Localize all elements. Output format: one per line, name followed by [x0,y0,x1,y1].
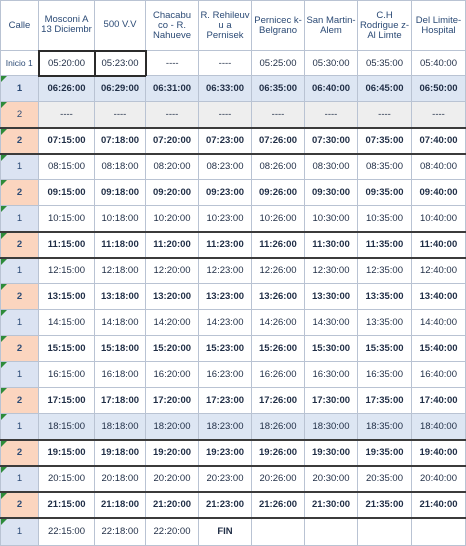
time-cell: 09:35:00 [358,180,412,206]
corner-marker-icon [1,310,7,316]
time-cell: 08:23:00 [199,154,252,180]
time-cell: 13:30:00 [305,284,358,310]
time-cell: 05:40:00 [412,51,466,76]
time-cell: 18:26:00 [252,414,305,440]
time-cell: 19:35:00 [358,440,412,466]
time-cell: 11:26:00 [252,232,305,258]
time-cell: 08:20:00 [146,154,199,180]
time-cell: 11:20:00 [146,232,199,258]
time-cell: 07:26:00 [252,128,305,154]
calle-label: 1 [16,161,23,173]
calle-label: Inicio 1 [5,58,33,68]
time-cell: 10:35:00 [358,206,412,232]
calle-label: 1 [16,265,23,277]
time-cell: 13:35:00 [358,284,412,310]
calle-label: 2 [16,187,23,198]
time-cell: 22:18:00 [95,518,146,546]
time-cell: 07:35:00 [358,128,412,154]
time-cell: 19:40:00 [412,440,466,466]
time-cell [252,518,305,546]
calle-cell [1,518,39,546]
table-row [1,310,466,336]
time-cell: 10:18:00 [95,206,146,232]
calle-cell [1,284,39,310]
time-cell: 06:35:00 [252,76,305,102]
time-cell: 16:35:00 [358,362,412,388]
time-cell: 17:20:00 [146,388,199,414]
time-cell: 09:18:00 [95,180,146,206]
time-cell: 07:30:00 [305,128,358,154]
time-cell: 21:23:00 [199,492,252,518]
time-cell: 10:15:00 [39,206,95,232]
table-row [1,206,466,232]
calle-cell [1,362,39,388]
time-cell: 20:23:00 [199,466,252,492]
time-cell: ---- [305,102,358,128]
calle-cell [1,440,39,466]
time-cell: 19:23:00 [199,440,252,466]
time-cell: 06:50:00 [412,76,466,102]
calle-label: 2 [16,499,23,510]
calle-label: 1 [16,317,23,328]
time-cell: 12:30:00 [305,258,358,284]
time-cell: 12:23:00 [199,258,252,284]
time-cell: 11:15:00 [39,232,95,258]
calle-label: 1 [16,369,23,380]
time-cell: 07:20:00 [146,128,199,154]
time-cell: 11:30:00 [305,232,358,258]
time-cell: 14:40:00 [412,310,466,336]
calle-cell [1,258,39,284]
time-cell: 16:26:00 [252,362,305,388]
time-cell: 16:40:00 [412,362,466,388]
time-cell: 16:20:00 [146,362,199,388]
time-cell: 12:40:00 [412,258,466,284]
table-row [1,440,466,466]
time-cell: 17:35:00 [358,388,412,414]
time-cell: 06:40:00 [305,76,358,102]
time-cell: 13:20:00 [146,284,199,310]
time-cell: 20:18:00 [95,466,146,492]
calle-cell [1,180,39,206]
corner-marker-icon [1,519,7,525]
time-cell: 18:30:00 [305,414,358,440]
time-cell: 21:40:00 [412,492,466,518]
time-cell: 08:40:00 [412,154,466,180]
header-500-vv: 500 V.V [95,1,146,51]
corner-marker-icon [1,362,7,368]
time-cell: ---- [412,102,466,128]
time-cell: 13:35:00 [358,310,412,336]
time-cell: 17:40:00 [412,388,466,414]
time-cell: 06:26:00 [39,76,95,102]
corner-marker-icon [1,388,7,394]
time-cell: 09:30:00 [305,180,358,206]
time-cell: 19:15:00 [39,440,95,466]
table-row [1,51,466,76]
time-cell: 19:26:00 [252,440,305,466]
time-cell: 17:15:00 [39,388,95,414]
time-cell: 16:23:00 [199,362,252,388]
time-cell: 05:23:00 [95,51,146,76]
corner-marker-icon [1,336,7,342]
header-san-martin: San Martin- Alem [305,1,358,51]
corner-marker-icon [1,206,7,212]
time-cell: 21:18:00 [95,492,146,518]
time-cell: 18:20:00 [146,414,199,440]
calle-label: 2 [16,135,23,146]
time-cell: 10:20:00 [146,206,199,232]
time-cell: 12:15:00 [39,258,95,284]
time-cell: 18:23:00 [199,414,252,440]
corner-marker-icon [1,155,7,161]
calle-label: 2 [16,108,23,120]
time-cell: 16:18:00 [95,362,146,388]
time-cell: 08:26:00 [252,154,305,180]
time-cell: 05:30:00 [305,51,358,76]
time-cell: 07:18:00 [95,128,146,154]
time-cell: 20:40:00 [412,466,466,492]
time-cell: 21:15:00 [39,492,95,518]
time-cell: 21:26:00 [252,492,305,518]
corner-marker-icon [1,441,7,447]
time-cell: 09:15:00 [39,180,95,206]
time-cell: 09:26:00 [252,180,305,206]
corner-marker-icon [1,102,7,108]
table-row [1,388,466,414]
time-cell: 17:18:00 [95,388,146,414]
header-row [1,1,466,51]
time-cell: 15:15:00 [39,336,95,362]
time-cell: 18:15:00 [39,414,95,440]
time-cell: 08:30:00 [305,154,358,180]
time-cell: 12:20:00 [146,258,199,284]
time-cell: 20:20:00 [146,466,199,492]
time-cell: 21:20:00 [146,492,199,518]
calle-cell [1,128,39,154]
time-cell: 18:18:00 [95,414,146,440]
table-row [1,284,466,310]
table-row [1,336,466,362]
table-row [1,362,466,388]
time-cell: 07:23:00 [199,128,252,154]
time-cell: 12:26:00 [252,258,305,284]
time-cell: 06:33:00 [199,76,252,102]
time-cell: 06:31:00 [146,76,199,102]
time-cell: 21:35:00 [358,492,412,518]
time-cell: 18:40:00 [412,414,466,440]
time-cell: 20:35:00 [358,466,412,492]
time-cell: 13:18:00 [95,284,146,310]
time-cell: 19:18:00 [95,440,146,466]
time-cell: 18:35:00 [358,414,412,440]
time-cell: 09:23:00 [199,180,252,206]
time-cell: 09:40:00 [412,180,466,206]
calle-cell [1,310,39,336]
time-cell: 10:40:00 [412,206,466,232]
time-cell: 15:26:00 [252,336,305,362]
time-cell: 12:35:00 [358,258,412,284]
time-cell: 12:18:00 [95,258,146,284]
table-row [1,492,466,518]
table-row [1,76,466,102]
time-cell: 13:23:00 [199,284,252,310]
time-cell: 16:30:00 [305,362,358,388]
time-cell: 15:40:00 [412,336,466,362]
calle-cell [1,466,39,492]
calle-label: 1 [16,212,23,224]
time-cell: 10:30:00 [305,206,358,232]
time-cell: 15:18:00 [95,336,146,362]
table-row [1,128,466,154]
time-cell: 15:23:00 [199,336,252,362]
calle-cell [1,492,39,518]
time-cell: 14:26:00 [252,310,305,336]
table-row [1,232,466,258]
calle-label: 1 [16,526,23,538]
calle-label: 2 [16,291,23,302]
header-rehileuvua: R. Rehileuv u a Pernisek [199,1,252,51]
time-cell: 15:30:00 [305,336,358,362]
corner-marker-icon [1,414,7,420]
time-cell: 05:35:00 [358,51,412,76]
corner-marker-icon [1,180,7,186]
corner-marker-icon [1,129,7,135]
time-cell: 10:23:00 [199,206,252,232]
time-cell: 10:26:00 [252,206,305,232]
time-cell [412,518,466,546]
calle-cell [1,414,39,440]
time-cell: 08:15:00 [39,154,95,180]
time-cell: 07:15:00 [39,128,95,154]
calle-label: 1 [16,83,23,94]
table-row [1,518,466,546]
calle-cell [1,206,39,232]
time-cell: 17:23:00 [199,388,252,414]
time-cell: 07:40:00 [412,128,466,154]
time-cell: 14:20:00 [146,310,199,336]
time-cell: 05:25:00 [252,51,305,76]
time-cell: 15:20:00 [146,336,199,362]
schedule-body [1,51,466,546]
corner-marker-icon [1,284,7,290]
table-row [1,180,466,206]
time-cell: 13:40:00 [412,284,466,310]
time-cell: 06:45:00 [358,76,412,102]
time-cell: 05:20:00 [39,51,95,76]
time-cell: ---- [39,102,95,128]
corner-marker-icon [1,233,7,239]
time-cell [305,518,358,546]
calle-cell [1,51,39,76]
time-cell: ---- [199,51,252,76]
table-row [1,258,466,284]
time-cell: ---- [252,102,305,128]
header-hospital: Del Limite- Hospital [412,1,466,51]
time-cell: 20:30:00 [305,466,358,492]
time-cell: 11:35:00 [358,232,412,258]
time-cell: ---- [199,102,252,128]
time-cell: 19:20:00 [146,440,199,466]
calle-cell [1,76,39,102]
time-cell: ---- [146,102,199,128]
corner-marker-icon [1,467,7,473]
time-cell: 17:26:00 [252,388,305,414]
calle-cell [1,154,39,180]
calle-cell [1,388,39,414]
header-pernicecek: Pernicec k- Belgrano [252,1,305,51]
time-cell: 09:20:00 [146,180,199,206]
time-cell: 22:20:00 [146,518,199,546]
header-rodriguez: C.H Rodrigue z-Al Limte [358,1,412,51]
corner-marker-icon [1,76,7,82]
corner-marker-icon [1,493,7,499]
time-cell: 15:35:00 [358,336,412,362]
calle-label: 1 [16,473,23,484]
calle-label: 2 [16,343,23,354]
time-cell: 13:26:00 [252,284,305,310]
time-cell: 16:15:00 [39,362,95,388]
time-cell: 14:30:00 [305,310,358,336]
time-cell: 22:15:00 [39,518,95,546]
time-cell [358,518,412,546]
header-calle: Calle [1,1,39,51]
calle-label: 1 [16,420,23,432]
time-cell: 11:23:00 [199,232,252,258]
corner-marker-icon [1,259,7,265]
time-cell: 14:23:00 [199,310,252,336]
time-cell: 11:40:00 [412,232,466,258]
time-cell: 14:15:00 [39,310,95,336]
calle-label: 2 [16,447,23,458]
header-chacabuco: Chacabu co - R. Nahueve [146,1,199,51]
time-cell: 08:35:00 [358,154,412,180]
calle-cell [1,336,39,362]
time-cell: 21:30:00 [305,492,358,518]
calle-label: 2 [16,239,23,250]
time-cell: 20:26:00 [252,466,305,492]
time-cell: 20:15:00 [39,466,95,492]
table-row [1,466,466,492]
table-row [1,102,466,128]
time-cell: ---- [358,102,412,128]
time-cell: 19:30:00 [305,440,358,466]
time-cell: ---- [146,51,199,76]
calle-cell [1,102,39,128]
calle-label: 2 [16,395,23,406]
time-cell: 08:18:00 [95,154,146,180]
header-mosconi: Mosconi A 13 Diciembr [39,1,95,51]
time-cell: 14:18:00 [95,310,146,336]
time-cell: 17:30:00 [305,388,358,414]
table-row [1,414,466,440]
calle-cell [1,232,39,258]
time-cell: ---- [95,102,146,128]
time-cell: 06:29:00 [95,76,146,102]
time-cell: FIN [199,518,252,546]
time-cell: 11:18:00 [95,232,146,258]
time-cell: 13:15:00 [39,284,95,310]
table-row [1,154,466,180]
